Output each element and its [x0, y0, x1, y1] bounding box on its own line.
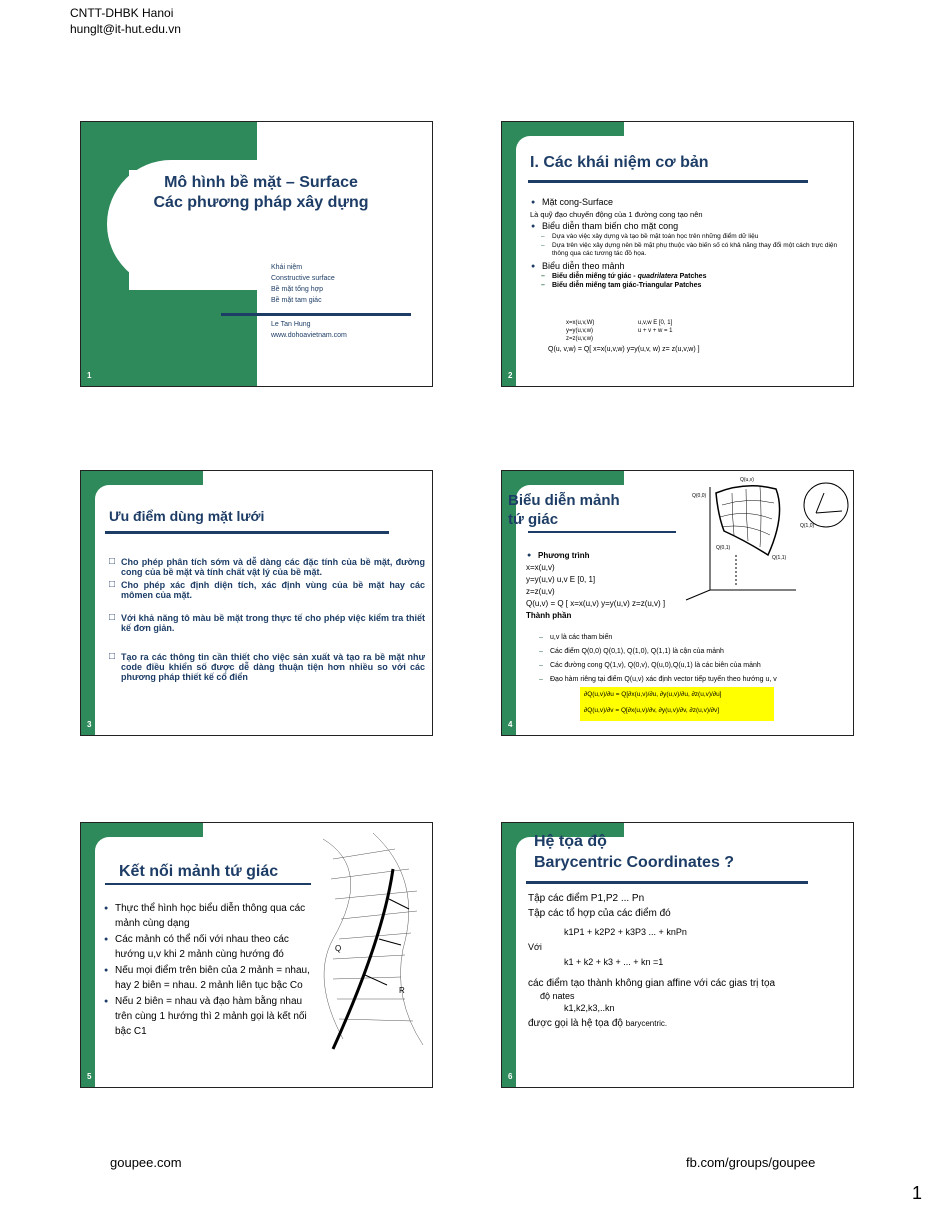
title-underline — [105, 883, 311, 885]
eq-line: z=z(u,v,w) — [566, 336, 594, 342]
text-line: Với — [528, 942, 542, 952]
equation-block — [526, 550, 665, 622]
slide-number: 1 — [87, 371, 92, 380]
slide-1 — [80, 121, 433, 387]
bullet-item: ● Biểu diễn theo mảnh — [530, 261, 840, 272]
eq-right: u,v,w E [0, 1] — [638, 320, 673, 326]
slide-4 — [501, 470, 854, 736]
sub-item-quad — [540, 273, 840, 281]
patch-grid — [720, 487, 774, 547]
text-line: độ nates — [540, 991, 575, 1001]
slide-number: 4 — [508, 720, 513, 729]
slide-title: Ưu điểm dùng mặt lưới — [109, 508, 265, 524]
bullet-text: Là quỹ đạo chuyển động của 1 đường cong tạo nên — [530, 210, 703, 219]
sub-item-quad-italic: quadrilatera — [637, 273, 678, 280]
slide-title-line2: tứ giác — [508, 511, 559, 528]
text-line — [528, 1016, 850, 1031]
tangent-vector — [816, 493, 824, 513]
slide-5 — [80, 822, 433, 1088]
footer-left: goupee.com — [110, 1155, 182, 1170]
eq-left: y=y(u,v,w) — [566, 328, 594, 334]
eq-line: z=z(u,v) — [526, 587, 555, 596]
list-item: ● Nếu 2 biên = nhau và đạo hàm bằng nhau trên cùng 1 hướng thì 2 mảnh gọi là kết nối bậc C1 — [103, 994, 317, 1039]
list-item: □ Cho phép xác định diện tích, xác định vùng của bề mặt hay các mômen của mặt. — [109, 580, 425, 600]
green-band-bottom — [129, 290, 257, 387]
slide-title-line1: Hệ tọa độ — [534, 833, 607, 850]
text-line: Tập các điểm P1,P2 ... Pn — [528, 893, 645, 904]
slide-number: 2 — [508, 371, 513, 380]
eq-line: x=x(u,v) — [526, 563, 555, 572]
list-item: ● Nếu mọi điểm trên biên của 2 mảnh = nhau, hay 2 biên = nhau. 2 mảnh liên tục bậc Co — [103, 963, 317, 993]
toc-item: Constructive surface — [271, 275, 335, 282]
page-number: 1 — [912, 1183, 923, 1203]
list-item: □ Tạo ra các thông tin cần thiết cho việc sản xuất và tạo ra bề mặt như code điều khiển số được dễ dàng thuận tiện hơn nhiều so với các phương pháp thiết kế cổ điển — [109, 652, 425, 682]
sub-item: – u,v là các tham biến — [538, 631, 848, 644]
label-q10: Q(1,0) — [800, 523, 815, 529]
eq-left: x=x(u,v,W) — [566, 320, 595, 326]
slide-title: I. Các khái niệm cơ bản — [530, 154, 709, 171]
sub-item: – Biểu diễn miếng tam giác-Triangular Patches — [540, 282, 840, 290]
author-block — [271, 319, 347, 341]
header-email: hunglt@it-hut.edu.vn — [70, 22, 181, 36]
slide-title-line1: Mô hình bề mặt – Surface — [164, 174, 358, 191]
toc-item: Bề mặt tam giác — [271, 297, 322, 304]
title-underline — [105, 531, 389, 534]
mesh-lines — [331, 849, 417, 1021]
barycentric-text — [528, 891, 850, 1031]
list-item: □ Cho phép phân tích sớm và dễ dàng các đặc tính của bề mặt, đường cong của bề mặt và tính chất vật lý của bề mặt. — [109, 557, 425, 577]
toc-list — [271, 262, 335, 306]
connection-list — [103, 901, 317, 1040]
sub-item: – Dựa trên việc xây dựng nên bề mặt phụ thuộc vào biến số có khả năng thay đổi một cách trực diện thông qua các tương tác đồ họa. — [540, 242, 840, 258]
text-line-a: được gọi là hệ tọa độ — [528, 1018, 626, 1029]
list-item: ● Các mảnh có thể nối với nhau theo các hướng u,v khi 2 mảnh cùng hướng đó — [103, 932, 317, 962]
label-q: Q — [335, 944, 342, 953]
bullet-item: ● Biểu diễn tham biến cho mặt cong — [530, 221, 840, 232]
text-line-b: barycentric. — [625, 1019, 668, 1028]
slide-2 — [501, 121, 854, 387]
sub-item: – Đạo hàm riêng tại điểm Q(u,v) xác định vector tiếp tuyến theo hướng u, v — [538, 673, 848, 686]
label-q01: Q(0,1) — [716, 545, 731, 551]
list-item: ● Thực thể hình học biểu diễn thông qua các mảnh cùng dạng — [103, 901, 317, 931]
slide-title-line2: Barycentric Coordinates ? — [534, 854, 735, 871]
formula-du: ∂Q(u,v)/∂u = Q[∂x(u,v)/∂u, ∂y(u,v)/∂u, ∂z(u,v)/∂u] — [584, 691, 722, 698]
tangent-vector — [816, 511, 842, 513]
text-line: k1,k2,k3,..kn — [564, 1003, 615, 1013]
slide-3 — [80, 470, 433, 736]
eq-line — [566, 319, 673, 327]
website: www.dohoavietnam.com — [271, 332, 347, 339]
sub-item: – Các điểm Q(0,0) Q(0,1), Q(1,0), Q(1,1) là cận của mảnh — [538, 645, 848, 658]
text-line: k1P1 + k2P2 + k3P3 ... + knPn — [564, 927, 687, 937]
header-org: CNTT-DHBK Hanoi — [70, 6, 174, 20]
author: Le Tan Hung — [271, 321, 311, 328]
x-axis — [686, 590, 710, 600]
divider — [221, 313, 411, 316]
sub-item-quad-post: Patches — [677, 273, 707, 280]
sub-item-quad-pre: Biểu diễn miếng tứ giác - — [552, 273, 638, 280]
advantage-list — [109, 557, 425, 683]
toc-item: Khái niệm — [271, 264, 303, 271]
slide-title-line1: Biểu diễn mảnh — [508, 492, 620, 509]
formula-dv: ∂Q(u,v)/∂v = Q[∂x(u,v)/∂v, ∂y(u,v)/∂v, ∂z(u,v)/∂v] — [584, 707, 720, 714]
patch-figure — [676, 475, 854, 605]
content-list — [530, 197, 840, 291]
slide-title: Kết nối mảnh tứ giác — [119, 863, 279, 880]
sub-item: – Các đường cong Q(1,v), Q(0,v), Q(u,0),Q(u,1) là các biên của mảnh — [538, 659, 848, 672]
sub-item: – Dựa vào việc xây dựng và tạo bề mặt toán học trên những điểm dữ liệu — [540, 233, 840, 241]
title-underline — [526, 881, 808, 884]
eq-line — [566, 327, 673, 335]
slide-title-line2: Các phương pháp xây dựng — [153, 194, 369, 211]
text-line: Tập các tổ hợp của các điểm đó — [528, 908, 671, 919]
sub-heading: Thành phần — [526, 611, 572, 620]
label-q00: Q(0,0) — [692, 493, 707, 499]
label-r: R — [399, 986, 405, 995]
bullet-item: ● Mặt cong-Surface — [530, 197, 840, 208]
slide-number: 6 — [508, 1072, 513, 1081]
toc-item: Bề mặt tổng hợp — [271, 286, 324, 293]
eq-line: y=y(u,v) u,v E [0, 1] — [526, 575, 596, 584]
detail-circle — [804, 483, 848, 527]
derivative-formulas — [580, 687, 774, 721]
list-item: □ Với khả năng tô màu bề mặt trong thực tế cho phép việc kiểm tra thiết kế đơn giản. — [109, 613, 425, 633]
eq-right: u + v + w = 1 — [638, 328, 673, 334]
vector-arrow — [389, 899, 409, 909]
text-line: các điểm tạo thành không gian affine với các gias trị tọa — [528, 978, 776, 989]
text-line: k1 + k2 + k3 + ... + kn =1 — [564, 957, 664, 967]
vector-arrow — [365, 975, 387, 985]
equation-q: Q(u, v,w) = Q[ x=x(u,v,w) y=y(u,v, w) z= z(u,v,w) ] — [548, 346, 700, 353]
bullet-item: ● Phương trình — [526, 550, 665, 562]
mesh-edge — [323, 839, 351, 1039]
slide-6 — [501, 822, 854, 1088]
eq-line: Q(u,v) = Q [ x=x(u,v) y=y(u,v) z=z(u,v) ] — [526, 599, 666, 608]
equations — [566, 319, 673, 343]
label-qu: Q(u,v) — [740, 477, 754, 483]
footer-right: fb.com/groups/goupee — [686, 1155, 816, 1170]
mesh-figure — [313, 829, 433, 1051]
title-underline — [528, 531, 676, 533]
slide-number: 3 — [87, 720, 92, 729]
boundary-curve — [333, 869, 393, 1049]
title-underline — [528, 180, 808, 183]
component-list — [538, 631, 848, 687]
slide-number: 5 — [87, 1072, 92, 1081]
label-q11: Q(1,1) — [772, 555, 787, 561]
vector-arrow — [379, 939, 401, 945]
